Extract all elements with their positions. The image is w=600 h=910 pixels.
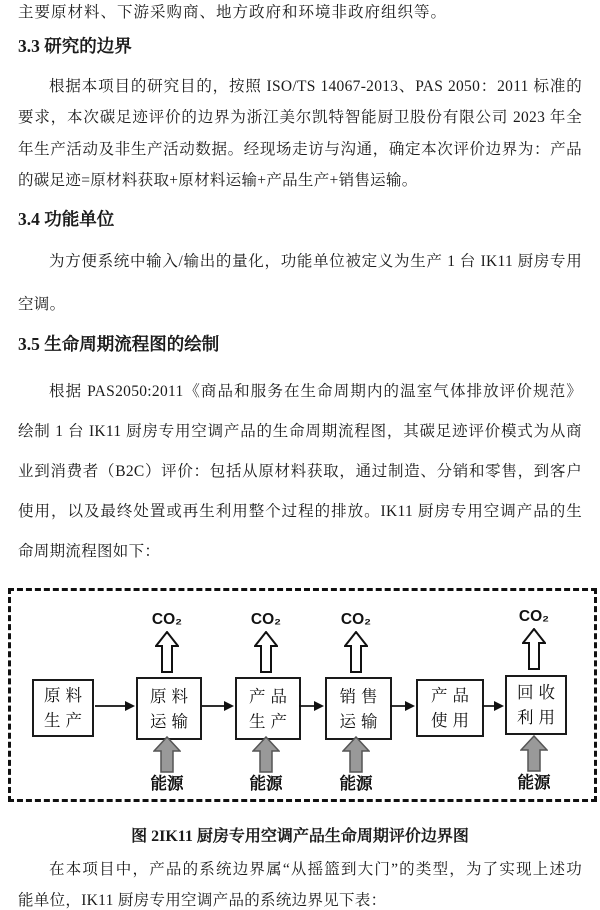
co2-up-arrow-icon — [254, 631, 278, 673]
flow-arrow-icon — [481, 700, 505, 712]
energy-input-product-production — [231, 736, 301, 794]
paragraph-3-5 — [18, 372, 582, 572]
co2-emission-recycling — [499, 607, 569, 670]
lifecycle-boundary-diagram — [8, 588, 597, 802]
co2-label: CO₂ — [518, 608, 550, 625]
paragraph-line: 命周期流程图如下： — [18, 543, 161, 560]
section-heading-3-4: 3.4 功能单位 — [18, 209, 115, 229]
co2-up-arrow-icon — [522, 628, 546, 670]
stage-label-line: 利用 — [517, 708, 560, 727]
paragraph-line: 要求，本次碳足迹评价的边界为浙江美尔凯特智能厨卫股份有限公司 2023 年全 — [18, 109, 582, 127]
stage-label-line: 生产 — [249, 711, 292, 731]
energy-label: 能源 — [339, 775, 373, 793]
stage-label-line: 运输 — [150, 711, 193, 731]
paragraph-3-3 — [18, 71, 582, 196]
paragraph-line: 业到消费者（B2C）评价：包括从原材料获取，通过制造、分销和零售，到客户 — [18, 463, 582, 480]
co2-label: CO₂ — [151, 611, 183, 628]
stage-box-raw-material-transport — [136, 677, 202, 740]
stage-label-line: 生产 — [44, 711, 87, 730]
energy-up-arrow-icon — [252, 736, 280, 773]
co2-emission-raw-material-transport — [132, 610, 202, 673]
section-heading-3-5: 3.5 生命周期流程图的绘制 — [18, 334, 220, 354]
flow-arrow-icon — [200, 700, 235, 712]
section-heading-3-3: 3.3 研究的边界 — [18, 36, 132, 56]
paragraph-line: 使用，以及最终处置或再生利用整个过程的排放。IK11 厨房专用空调产品的生 — [18, 503, 582, 520]
stage-label-line: 原料 — [150, 686, 193, 706]
energy-input-sales-transport — [321, 736, 391, 794]
paragraph-closing — [18, 855, 582, 910]
paragraph-line: 根据本项目的研究目的，按照 ISO/TS 14067-2013、PAS 2050：2011 标准的 — [49, 78, 582, 95]
paragraph-line: 在本项目中，产品的系统边界属“从摇篮到大门”的类型，为了实现上述功 — [49, 861, 582, 878]
co2-up-arrow-icon — [344, 631, 368, 673]
paragraph-line: 根据 PAS2050:2011《商品和服务在生命周期内的温室气体排放评价规范》 — [49, 383, 582, 400]
energy-input-recycling — [499, 735, 569, 793]
figure-caption: 图 2IK11 厨房专用空调产品生命周期评价边界图 — [131, 828, 469, 845]
co2-emission-sales-transport — [321, 610, 391, 673]
energy-up-arrow-icon — [153, 736, 181, 773]
paragraph-line: 绘制 1 台 IK11 厨房专用空调产品的生命周期流程图，其碳足迹评价模式为从商 — [18, 423, 582, 440]
stage-label-line: 回收 — [517, 683, 560, 702]
paragraph-3-4 — [18, 240, 582, 326]
energy-label: 能源 — [150, 775, 184, 793]
paragraph-line: 为方便系统中输入/输出的量化，功能单位被定义为生产 1 台 IK11 厨房专用 — [49, 253, 582, 270]
flow-arrow-icon — [92, 700, 136, 712]
stage-box-raw-material-production — [32, 679, 94, 737]
co2-up-arrow-icon — [155, 631, 179, 673]
stage-label-line: 原料 — [44, 686, 87, 705]
paragraph-line: 主要原材料、下游采购商、地方政府和环境非政府组织等。 — [18, 4, 448, 21]
flow-arrow-icon — [298, 700, 325, 712]
paragraph-line: 的碳足迹=原材料获取+原材料运输+产品生产+销售运输。 — [18, 171, 418, 189]
co2-label: CO₂ — [250, 611, 282, 628]
energy-input-raw-material-transport — [132, 736, 202, 794]
flow-arrow-icon — [389, 700, 416, 712]
paragraph-line: 年生产活动及非生产活动数据。经现场走访与沟通，确定本次评价边界为：产品 — [18, 140, 582, 158]
co2-label: CO₂ — [340, 611, 372, 628]
stage-box-product-production — [235, 677, 301, 740]
co2-emission-product-production — [231, 610, 301, 673]
paragraph-line: 空调。 — [18, 296, 66, 313]
stage-label-line: 销售 — [339, 686, 383, 706]
stage-label-line: 产品 — [431, 686, 474, 705]
stage-box-recycling — [505, 675, 567, 735]
energy-up-arrow-icon — [342, 736, 370, 773]
energy-label: 能源 — [249, 775, 283, 793]
energy-label: 能源 — [517, 774, 551, 792]
stage-box-product-use — [416, 679, 484, 737]
stage-label-line: 使用 — [431, 711, 474, 730]
stage-label-line: 运输 — [339, 711, 383, 731]
stage-box-sales-transport — [325, 677, 392, 740]
paragraph-line: 能单位，IK11 厨房专用空调产品的系统边界见下表： — [18, 891, 387, 909]
stage-label-line: 产品 — [249, 686, 292, 706]
energy-up-arrow-icon — [520, 735, 548, 772]
